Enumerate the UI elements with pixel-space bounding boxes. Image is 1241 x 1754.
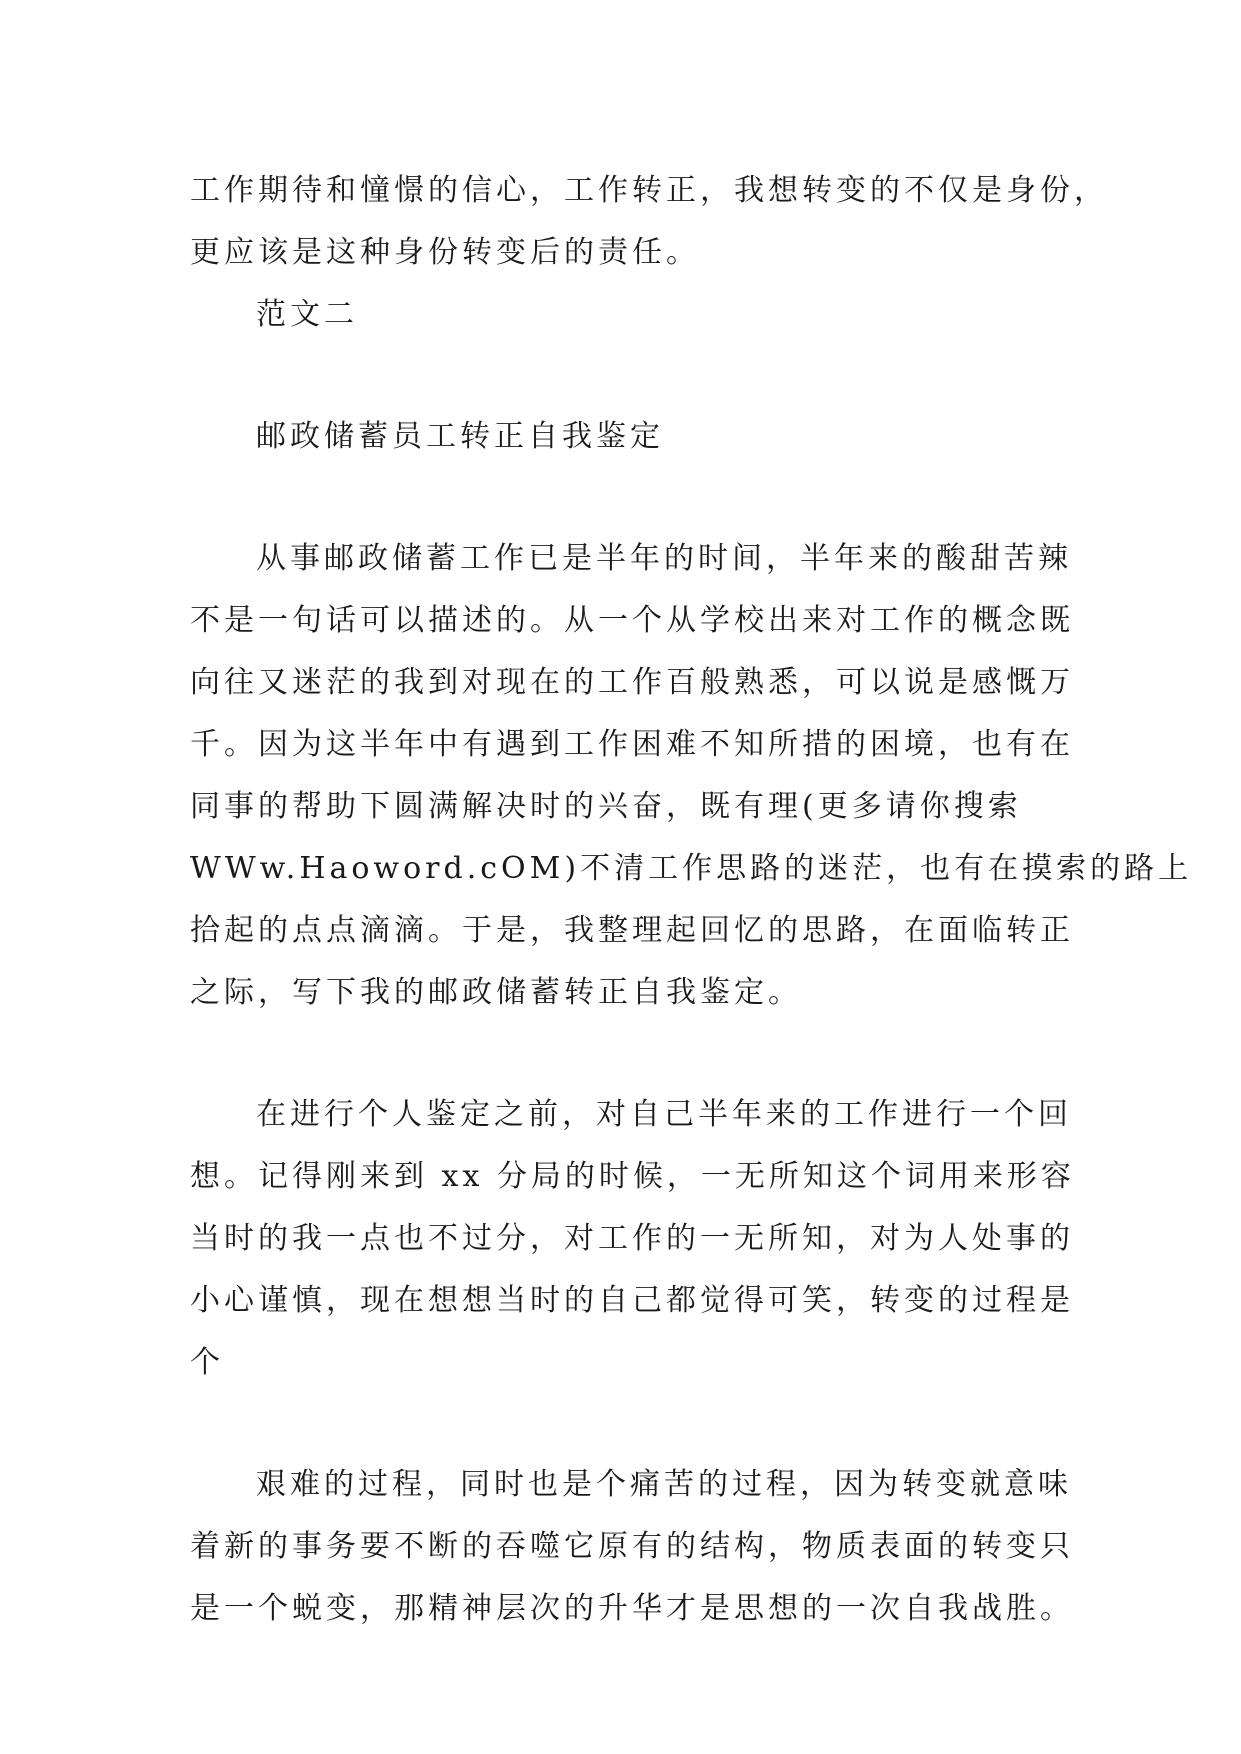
text-line: 是一个蜕变，那精神层次的升华才是思想的一次自我战胜。 <box>190 1591 1074 1626</box>
paragraph-process <box>190 1454 1074 1640</box>
text-line: 在进行个人鉴定之前，对自己半年来的工作进行一个回 <box>256 1097 1072 1132</box>
text-line: WWw.Haoword.cOM)不清工作思路的迷茫，也有在摸索的路上 <box>190 851 1193 886</box>
blank-line <box>190 346 1070 406</box>
text-line: 之际，写下我的邮政储蓄转正自我鉴定。 <box>190 975 802 1010</box>
text-line: 更应该是这种身份转变后的责任。 <box>190 235 700 270</box>
text-line: 工作期待和憧憬的信心，工作转正，我想转变的不仅是身份， <box>190 173 1108 208</box>
sample-label <box>190 284 1070 346</box>
text-line: 艰难的过程，同时也是个痛苦的过程，因为转变就意味 <box>256 1467 1072 1502</box>
text-line: 个 <box>190 1345 224 1380</box>
text-line: 同事的帮助下圆满解决时的兴奋，既有理(更多请你搜索 <box>190 789 1022 824</box>
essay-title <box>190 406 1070 468</box>
blank-line <box>190 1394 1070 1454</box>
text-line: 想。记得刚来到 xx 分局的时候，一无所知这个词用来形容 <box>190 1159 1075 1194</box>
text-line: 向往又迷茫的我到对现在的工作百般熟悉，可以说是感慨万 <box>190 665 1074 700</box>
paragraph-reflection <box>190 1084 1075 1394</box>
text-line: 小心谨慎，现在想想当时的自己都觉得可笑，转变的过程是 <box>190 1283 1074 1318</box>
document-body <box>190 160 1193 1640</box>
text-line: 当时的我一点也不过分，对工作的一无所知，对为人处事的 <box>190 1221 1074 1256</box>
text-line: 不是一句话可以描述的。从一个从学校出来对工作的概念既 <box>190 603 1074 638</box>
title-line: 邮政储蓄员工转正自我鉴定 <box>256 419 664 454</box>
text-line: 拾起的点点滴滴。于是，我整理起回忆的思路，在面临转正 <box>190 913 1074 948</box>
blank-line <box>190 468 1070 528</box>
text-line: 从事邮政储蓄工作已是半年的时间，半年来的酸甜苦辣 <box>256 541 1072 576</box>
blank-line <box>190 1024 1070 1084</box>
text-line: 千。因为这半年中有遇到工作困难不知所措的困境，也有在 <box>190 727 1074 762</box>
section-label: 范文二 <box>256 297 358 332</box>
paragraph-continuation <box>190 160 1108 284</box>
paragraph-intro <box>190 528 1193 1024</box>
text-line: 着新的事务要不断的吞噬它原有的结构，物质表面的转变只 <box>190 1529 1074 1564</box>
